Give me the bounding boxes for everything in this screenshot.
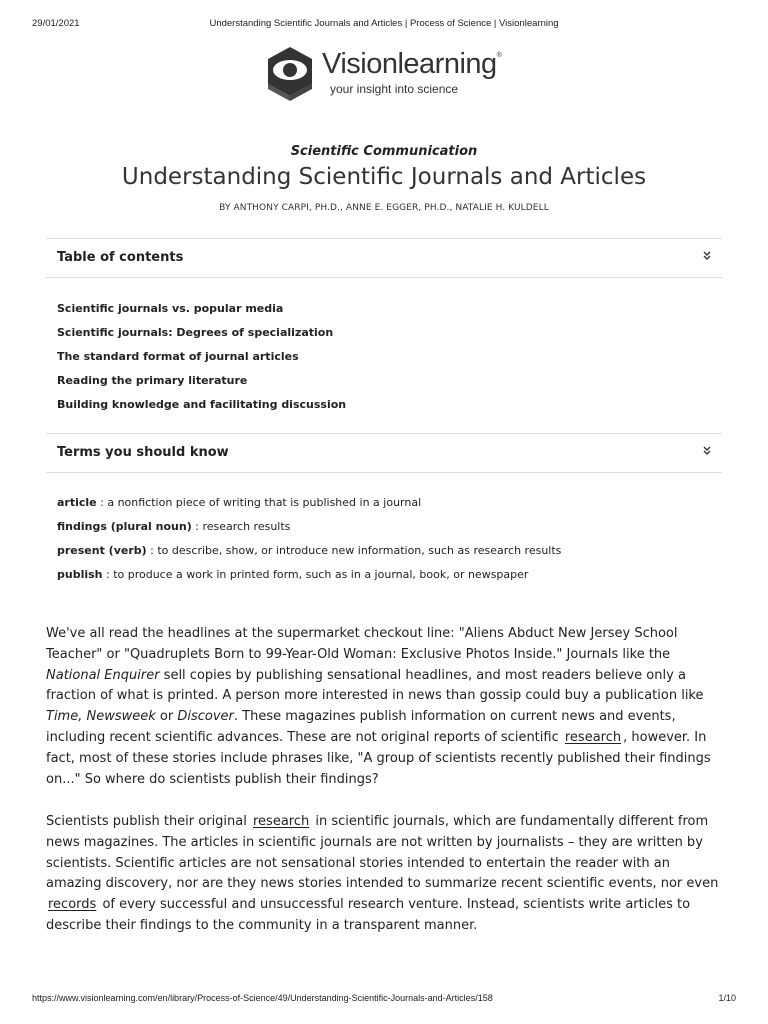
print-footer	[32, 993, 736, 1007]
term-definition: : a nonfiction piece of writing that is published in a journal	[96, 496, 422, 509]
term-word: present (verb)	[57, 544, 147, 557]
glossary-link-research[interactable]: research	[564, 729, 622, 745]
page-number: 1/10	[718, 993, 736, 1003]
site-logo[interactable]	[0, 46, 768, 106]
term-definition: : to describe, show, or introduce new information, such as research results	[146, 544, 562, 557]
print-header	[32, 18, 736, 32]
terms-toggle[interactable]	[46, 433, 722, 473]
terms-list	[57, 491, 561, 587]
term-item	[57, 515, 561, 539]
body-paragraph: We've all read the headlines at the supermarket checkout line: "Aliens Abduct New Jersey School Teacher" or "Quadruplets Born to 99-Year-Old Woman: Exclusive Photos Inside." Journals like the National Enquirer sell copies by publishing sensational headlines, and most readers believe only a fraction of what is printed. A person more interested in news than gossip could buy a publication like Time, Newsweek or Discover. These magazines publish information on current news and events, including recent scientific advances. These are not original reports of scientific research , however. In fact, most of these stories include phrases like, "A group of scientists recently published their findings on..." So where do scientists publish their findings?	[46, 626, 711, 787]
page-title: Understanding Scientific Journals and Articles	[121, 164, 647, 190]
toc-link[interactable]: Scientific journals: Degrees of specialization	[57, 326, 334, 339]
term-word: publish	[57, 568, 103, 581]
toc-heading: Table of contents	[57, 250, 184, 265]
eye-logo-icon	[265, 46, 315, 102]
term-word: findings (plural noun)	[57, 520, 192, 533]
chevron-double-down-icon	[702, 249, 712, 263]
term-item	[57, 491, 561, 515]
term-definition: : to produce a work in printed form, such as in a journal, book, or newspaper	[102, 568, 529, 581]
logo-tagline: your insight into science	[330, 82, 459, 96]
chevron-double-down-icon	[702, 444, 712, 458]
term-definition: : research results	[191, 520, 291, 533]
toc-list	[57, 297, 346, 417]
glossary-link-records[interactable]: records	[48, 897, 97, 913]
glossary-link-research[interactable]: research	[253, 814, 310, 829]
toc-link[interactable]: Building knowledge and facilitating discussion	[57, 398, 347, 411]
toc-toggle[interactable]	[46, 238, 722, 278]
article-category: Scientific Communication	[290, 144, 478, 159]
toc-link[interactable]: Reading the primary literature	[57, 374, 248, 387]
logo-wordmark: Visionlearning®	[322, 48, 502, 80]
byline: BY ANTHONY CARPI, PH.D., ANNE E. EGGER, PH.D., NATALIE H. KULDELL	[219, 203, 549, 213]
body-paragraph: Scientists publish their original research in scientific journals, which are fundamentally different from news magazines. The articles in scientific journals are not written by journalists – they are written by scientists. Scientific articles are not sensational stories intended to entertain the reader with an amazing discovery, nor are they news stories intended to summarize recent scientific events, nor even records of every successful and unsuccessful research venture. Instead, scientists write articles to describe their findings to the community in a transparent manner.	[46, 814, 719, 933]
print-doc-title: Understanding Scientific Journals and Articles | Process of Science | Visionlearning	[209, 18, 559, 29]
terms-heading: Terms you should know	[57, 445, 229, 460]
term-item	[57, 563, 561, 587]
term-word: article	[57, 496, 97, 509]
toc-link[interactable]: The standard format of journal articles	[57, 350, 299, 363]
print-date: 29/01/2021	[32, 18, 80, 29]
page-url: https://www.visionlearning.com/en/library/Process-of-Science/49/Understanding-Scientific-Journals-and-Articles/158	[32, 993, 493, 1003]
term-item	[57, 539, 561, 563]
toc-link[interactable]: Scientific journals vs. popular media	[57, 302, 284, 315]
